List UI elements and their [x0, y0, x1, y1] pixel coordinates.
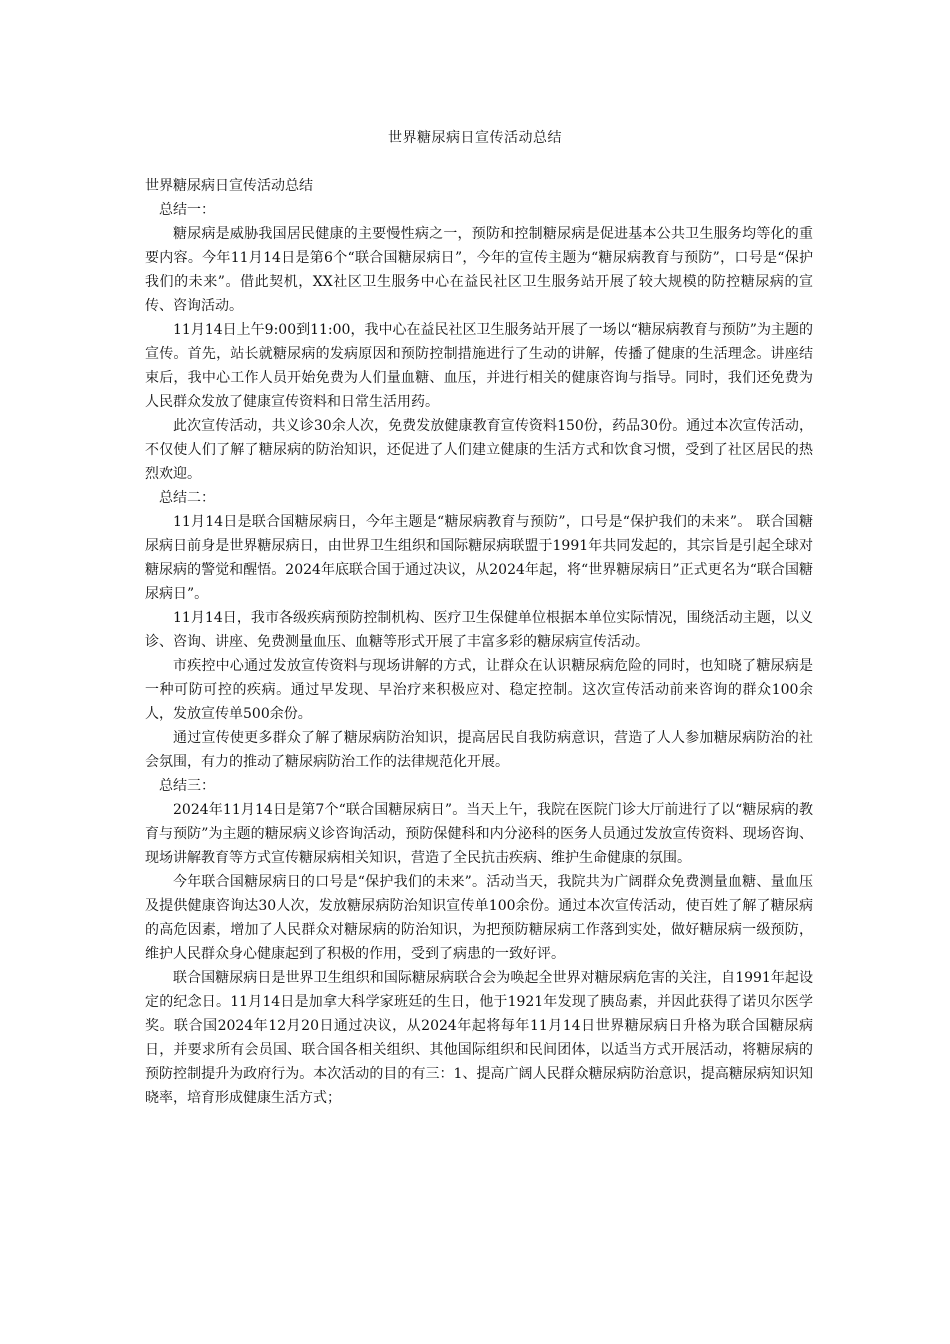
- paragraph: 通过宣传使更多群众了解了糖尿病防治知识，提高居民自我防病意识，营造了人人参加糖尿病防治的社会氛围，有力的推动了糖尿病防治工作的法律规范化开展。: [145, 730, 813, 770]
- document-body: [145, 174, 813, 1110]
- paragraph: 此次宣传活动，共义诊30余人次，免费发放健康教育宣传资料150份，药品30份。通过本次宣传活动，不仅使人们了解了糖尿病的防治知识，还促进了人们建立健康的生活方式和饮食习惯，受到了社区居民的热烈欢迎。: [145, 418, 813, 482]
- paragraph: 2024年11月14日是第7个“联合国糖尿病日”。当天上午，我院在医院门诊大厅前进行了以“糖尿病的教育与预防”为主题的糖尿病义诊咨询活动，预防保健科和内分泌科的医务人员通过发放宣传资料、现场咨询、现场讲解教育等方式宣传糖尿病相关知识，营造了全民抗击疾病、维护生命健康的氛围。: [145, 802, 813, 866]
- section-label-2: 总结二：: [159, 490, 215, 506]
- section-label-1: 总结一：: [159, 202, 215, 218]
- paragraph: 联合国糖尿病日是世界卫生组织和国际糖尿病联合会为唤起全世界对糖尿病危害的关注，自1991年起设定的纪念日。11月14日是加拿大科学家班廷的生日，他于1921年发现了胰岛素，并因此获得了诺贝尔医学奖。联合国2024年12月20日通过决议，从2024年起将每年11月14日世界糖尿病日升格为联合国糖尿病日，并要求所有会员国、联合国各相关组织、其他国际组织和民间团体，以适当方式开展活动，将糖尿病的预防控制提升为政府行为。本次活动的目的有三：1、提高广阔人民群众糖尿病防治意识，提高糖尿病知识知晓率，培育形成健康生活方式；: [145, 970, 813, 1106]
- paragraph: 市疾控中心通过发放宣传资料与现场讲解的方式，让群众在认识糖尿病危险的同时，也知晓了糖尿病是一种可防可控的疾病。通过早发现、早治疗来积极应对、稳定控制。这次宣传活动前来咨询的群众100余人，发放宣传单500余份。: [145, 658, 813, 722]
- paragraph: 今年联合国糖尿病日的口号是“保护我们的未来”。活动当天，我院共为广阔群众免费测量血糖、量血压及提供健康咨询达30人次，发放糖尿病防治知识宣传单100余份。通过本次宣传活动，使百姓了解了糖尿病的高危因素，增加了人民群众对糖尿病的防治知识，为把预防糖尿病工作落到实处，做好糖尿病一级预防，维护人民群众身心健康起到了积极的作用，受到了病患的一致好评。: [145, 874, 813, 962]
- document-heading: 世界糖尿病日宣传活动总结: [145, 178, 313, 194]
- paragraph: 11月14日是联合国糖尿病日，今年主题是“糖尿病教育与预防”，口号是“保护我们的未来”。 联合国糖尿病日前身是世界糖尿病日，由世界卫生组织和国际糖尿病联盟于1991年共同发起的，其宗旨是引起全球对糖尿病的警觉和醒悟。2024年底联合国于通过决议，从2024年起，将“世界糖尿病日”正式更名为“联合国糖尿病日”。: [145, 514, 813, 602]
- paragraph: 11月14日，我市各级疾病预防控制机构、医疗卫生保健单位根据本单位实际情况，围绕活动主题，以义诊、咨询、讲座、免费测量血压、血糖等形式开展了丰富多彩的糖尿病宣传活动。: [145, 610, 813, 650]
- paragraph: 糖尿病是威胁我国居民健康的主要慢性病之一，预防和控制糖尿病是促进基本公共卫生服务均等化的重要内容。今年11月14日是第6个“联合国糖尿病日”，今年的宣传主题为“糖尿病教育与预防”，口号是“保护我们的未来”。借此契机，XX社区卫生服务中心在益民社区卫生服务站开展了较大规模的防控糖尿病的宣传、咨询活动。: [145, 226, 813, 314]
- section-label-3: 总结三：: [159, 778, 215, 794]
- paragraph: 11月14日上午9:00到11:00，我中心在益民社区卫生服务站开展了一场以“糖尿病教育与预防”为主题的宣传。首先，站长就糖尿病的发病原因和预防控制措施进行了生动的讲解，传播了健康的生活理念。讲座结束后，我中心工作人员开始免费为人们量血糖、血压，并进行相关的健康咨询与指导。同时，我们还免费为人民群众发放了健康宣传资料和日常生活用药。: [145, 322, 813, 410]
- page-title: 世界糖尿病日宣传活动总结: [388, 130, 562, 146]
